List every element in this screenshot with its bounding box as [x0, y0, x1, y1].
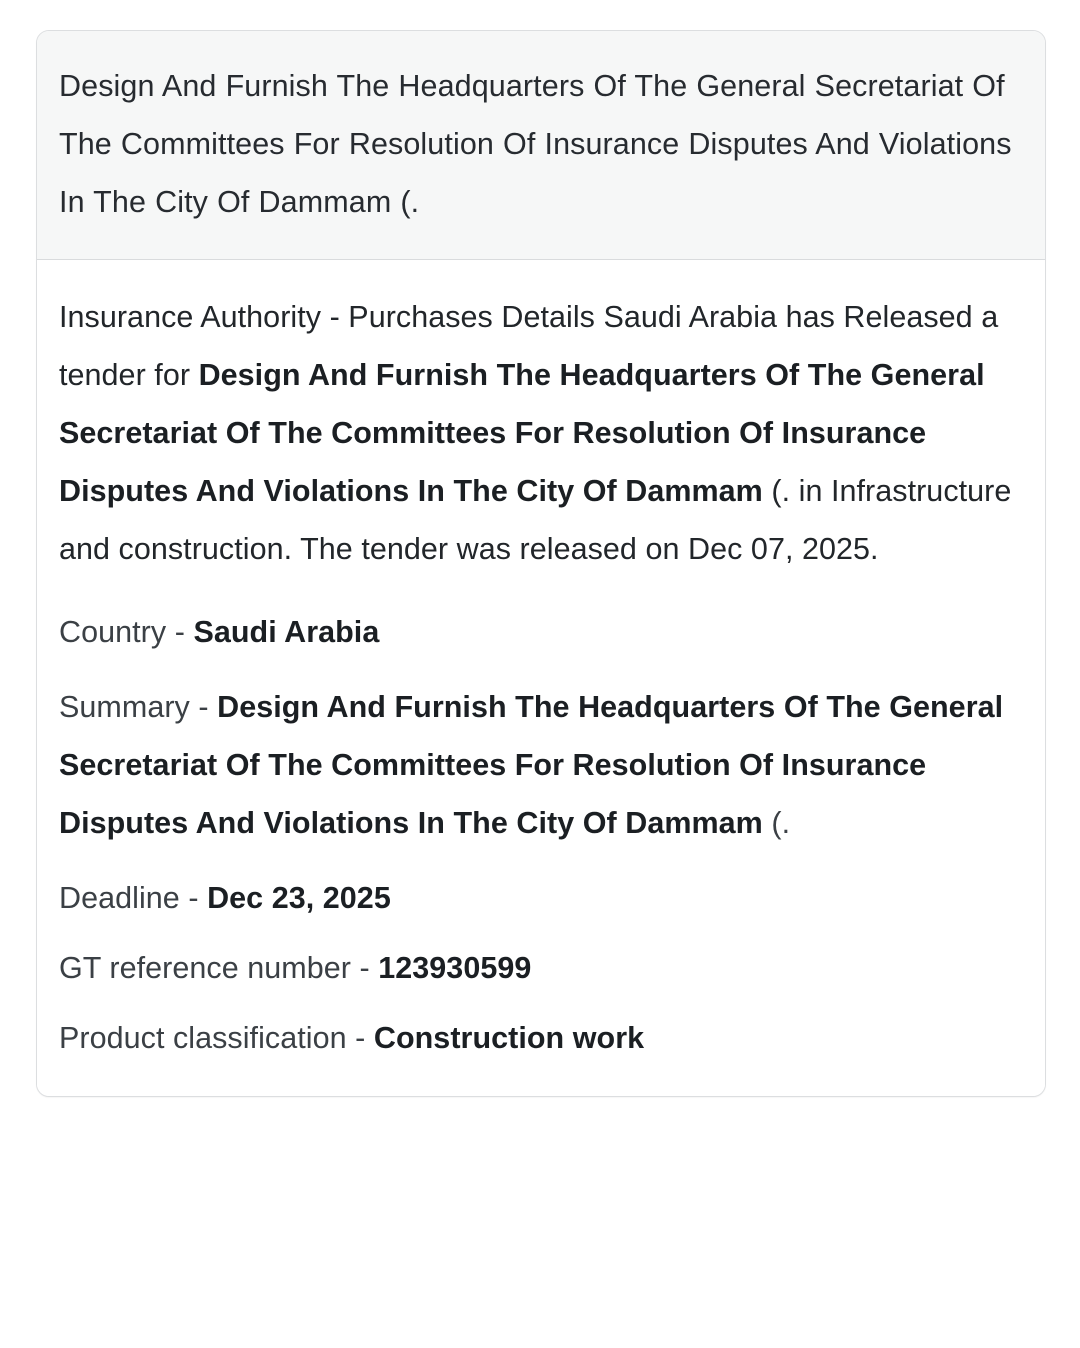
tender-detail-card: [36, 30, 1046, 1097]
field-separator: -: [174, 615, 185, 649]
field-label: Country: [59, 615, 167, 649]
field-value-tail: (.: [762, 806, 791, 840]
field-label: Summary: [59, 690, 190, 724]
tender-fields-list: [59, 608, 1023, 1062]
field-separator: -: [198, 690, 209, 724]
field-label: Deadline: [59, 881, 180, 915]
lede-prefix: Insurance Authority - Purchases Details Saudi Arabia has Released a tender for: [59, 300, 999, 392]
field-value: Saudi Arabia: [193, 615, 380, 649]
card-header: [37, 31, 1045, 260]
card-body: [37, 260, 1045, 1096]
field-value: 123930599: [378, 951, 532, 985]
field-gt-reference-number: [59, 944, 1023, 992]
field-label: GT reference number: [59, 951, 351, 985]
field-value: Dec 23, 2025: [207, 881, 391, 915]
field-country: [59, 608, 1023, 656]
field-separator: -: [188, 881, 199, 915]
lede-highlight: Design And Furnish The Headquarters Of The General Secretariat Of The Committees For Resolution Of Insurance Disputes And Violations In The City Of Dammam: [59, 358, 985, 508]
field-separator: -: [359, 951, 370, 985]
field-separator: -: [355, 1021, 366, 1055]
field-value: Construction work: [373, 1021, 645, 1055]
field-label: Product classification: [59, 1021, 347, 1055]
tender-summary-paragraph: [59, 288, 1023, 578]
page-title: Design And Furnish The Headquarters Of The General Secretariat Of The Committees For Resolution Of Insurance Disputes And Violations In The City Of Dammam (.: [59, 69, 1012, 219]
field-product-classification: [59, 1014, 1023, 1062]
field-value: Design And Furnish The Headquarters Of The General Secretariat Of The Committees For Resolution Of Insurance Disputes And Violations In The City Of Dammam: [59, 690, 1004, 840]
field-summary: [59, 678, 1023, 852]
lede-suffix: (. in Infrastructure and construction. The tender was released on Dec 07, 2025.: [59, 474, 1012, 566]
field-deadline: [59, 874, 1023, 922]
